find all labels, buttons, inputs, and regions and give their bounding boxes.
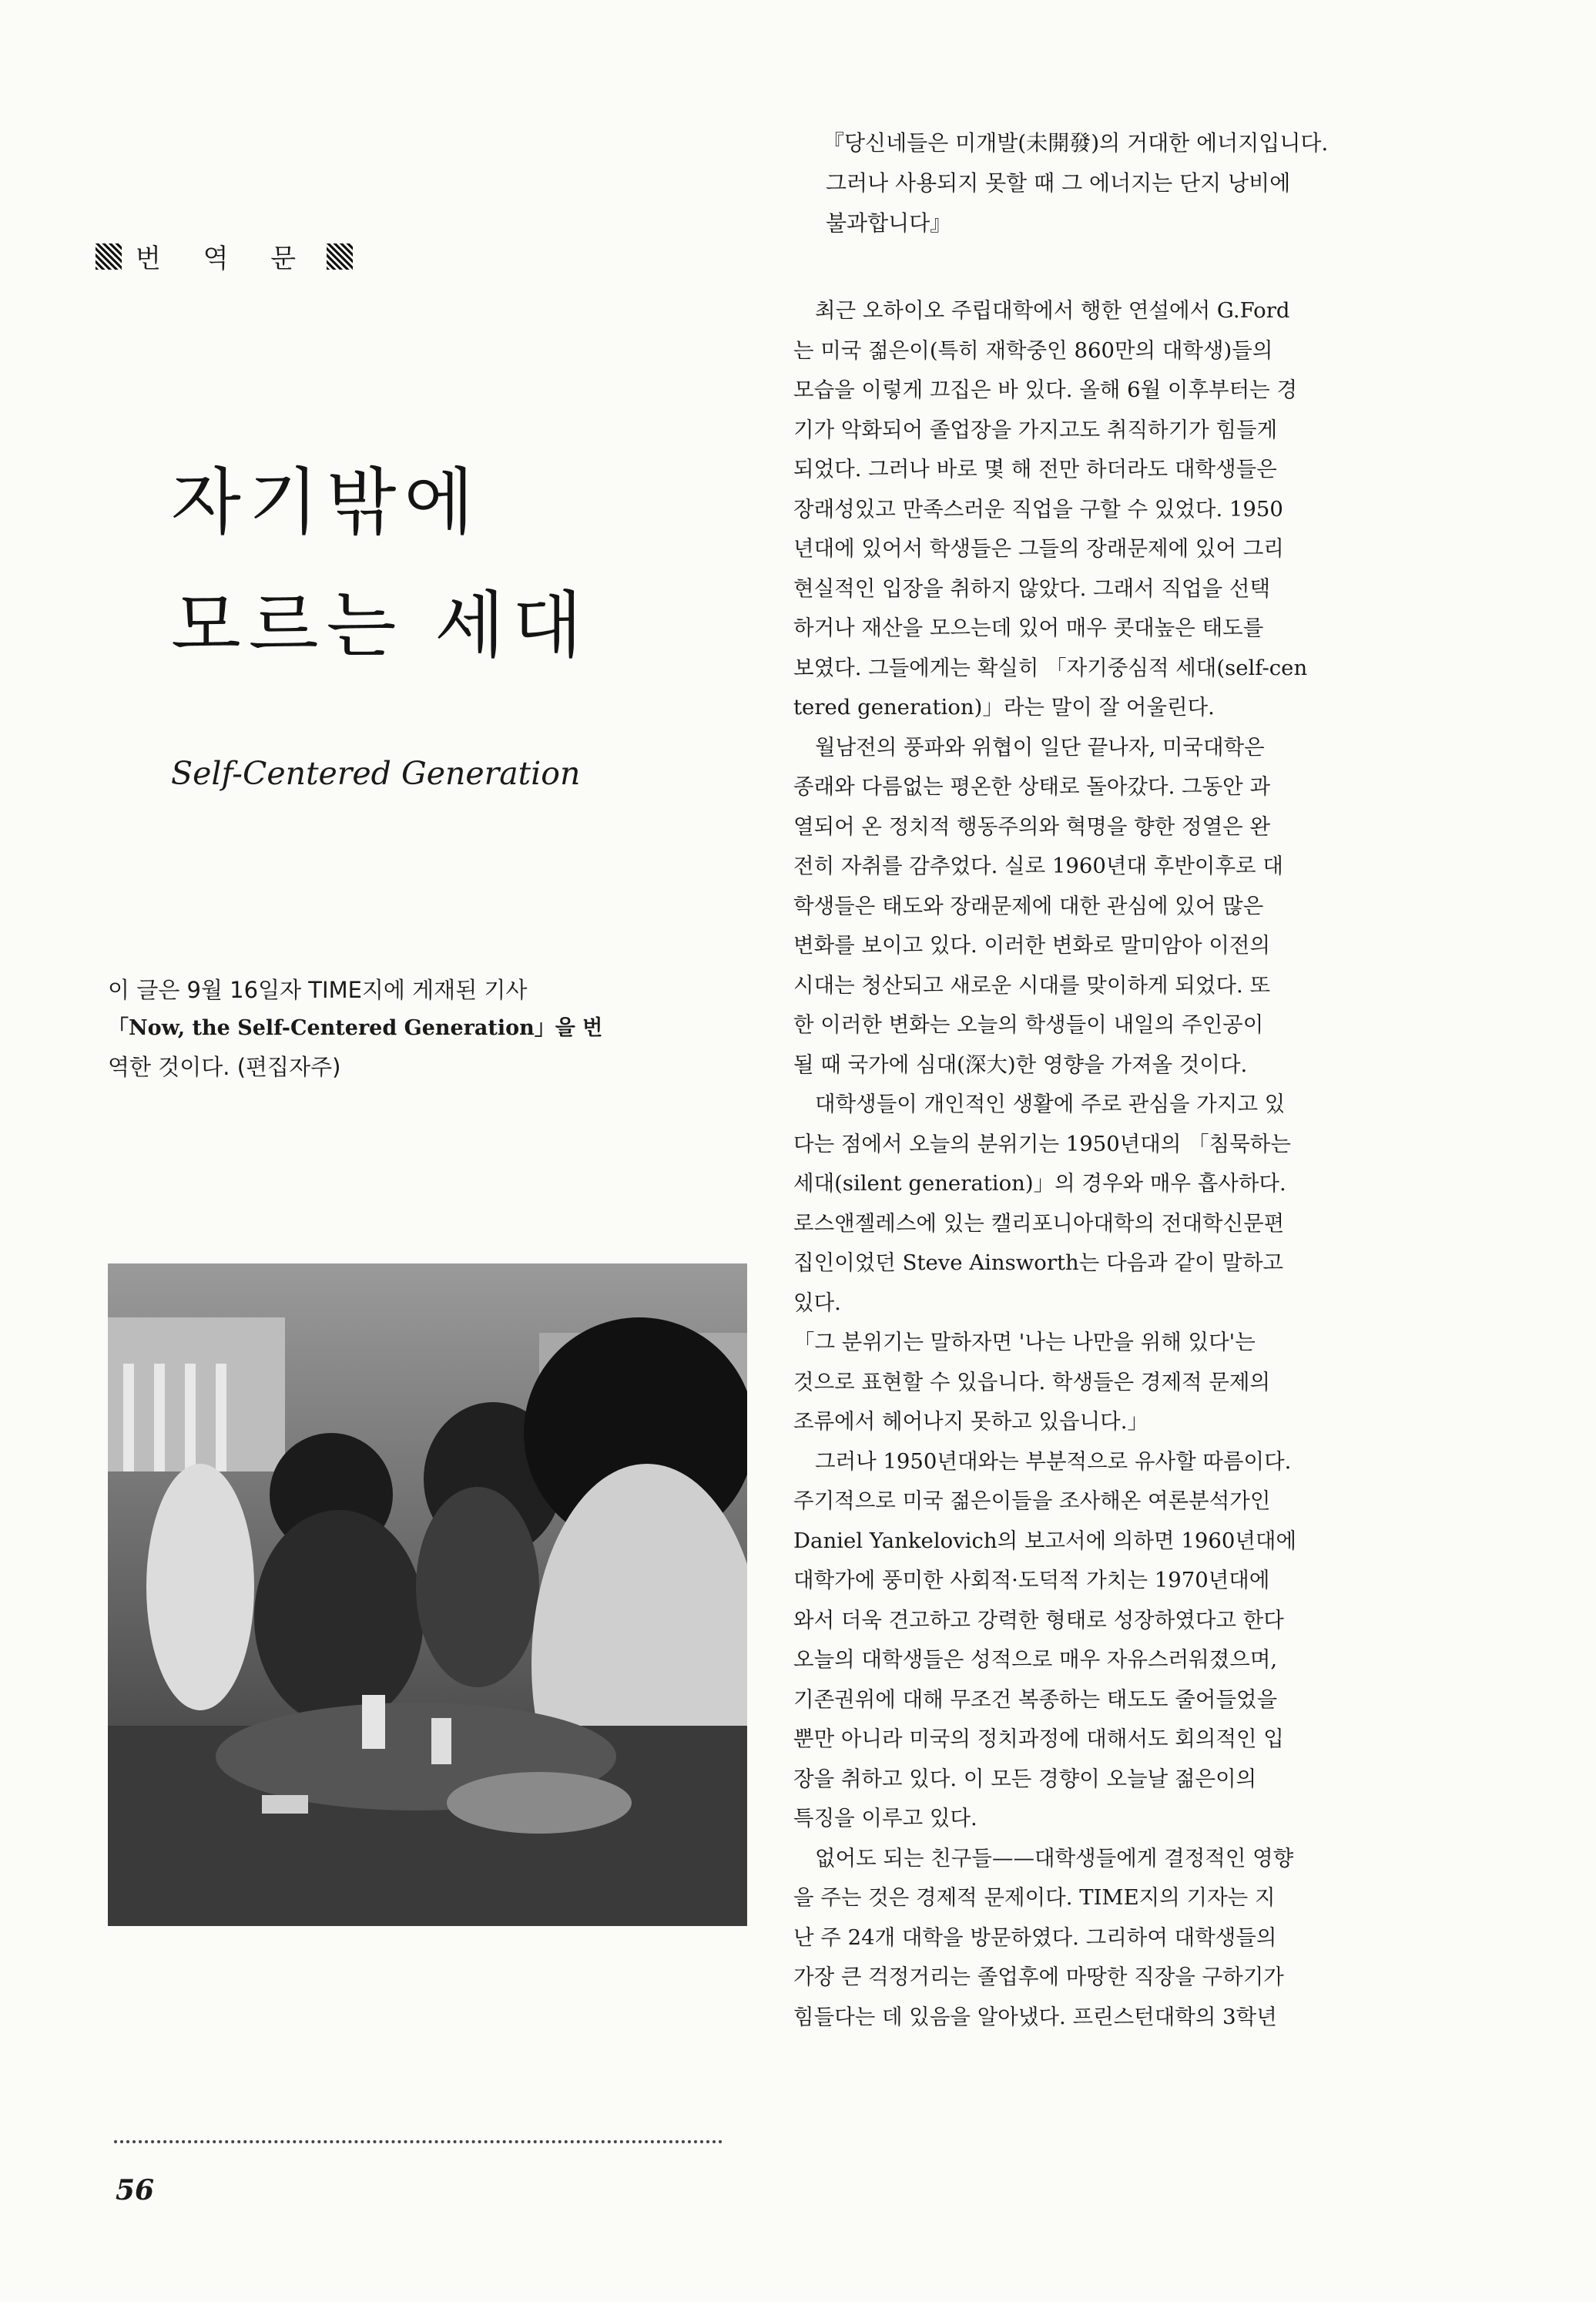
body-text-line: 될 때 국가에 심대(深大)한 영향을 가져올 것이다. (793, 1052, 1248, 1077)
body-text-line: 있다. (793, 1290, 841, 1315)
body-text-line: 대학가에 풍미한 사회적·도덕적 가치는 1970년대에 (793, 1568, 1270, 1592)
body-text-line: 장을 취하고 있다. 이 모든 경향이 오늘날 젊은이의 (793, 1766, 1257, 1791)
hatch-mark-left (96, 243, 122, 270)
body-text-line: 보였다. 그들에게는 확실히 「자기중심적 세대(self-cen (793, 655, 1308, 680)
article-title-line-2: 모르는 세대 (171, 584, 590, 668)
editor-note-line: 이 글은 9월 16일자 TIME지에 게재된 기사 (108, 977, 528, 1003)
body-text-line: 한 이러한 변화는 오늘의 학생들이 내일의 주인공이 (793, 1012, 1264, 1037)
body-text-line: 종래와 다름없는 평온한 상태로 돌아갔다. 그동안 과 (793, 774, 1271, 799)
body-text-line: 는 미국 젊은이(특히 재학중인 860만의 대학생)들의 (793, 337, 1273, 363)
body-text-line: 되었다. 그러나 바로 몇 해 전만 하더라도 대학생들은 (793, 457, 1277, 482)
quote-line: 불과합니다』 (826, 210, 952, 236)
page-number: 56 (116, 2174, 155, 2206)
body-text-line: 현실적인 입장을 취하지 않았다. 그래서 직업을 선택 (793, 576, 1271, 601)
body-text-line: 다는 점에서 오늘의 분위기는 1950년대의 「침묵하는 (793, 1131, 1291, 1156)
body-text-line: 시대는 청산되고 새로운 시대를 맞이하게 되었다. 또 (793, 972, 1271, 998)
body-text-line: 조류에서 헤어나지 못하고 있읍니다.」 (793, 1409, 1148, 1434)
editor-note-line: 역한 것이다. (편집자주) (108, 1054, 341, 1080)
body-text-line: 기존권위에 대해 무조건 복종하는 태도도 줄어들었을 (793, 1686, 1278, 1712)
pull-quote (823, 123, 1470, 243)
students-photo (108, 1263, 747, 1926)
body-text-line: 최근 오하이오 주립대학에서 행한 연설에서 G.Ford (815, 298, 1290, 323)
editor-note (108, 971, 716, 1086)
body-text-line: 대학생들이 개인적인 생활에 주로 관심을 가지고 있 (815, 1092, 1286, 1116)
editor-note-line: 「Now, the Self-Centered Generation」을 번 (108, 1016, 603, 1040)
body-text-line: 와서 더욱 견고하고 강력한 형태로 성장하였다고 한다 (793, 1607, 1284, 1633)
body-text-line: 것으로 표현할 수 있읍니다. 학생들은 경제적 문제의 (793, 1369, 1271, 1394)
hatch-mark-right (327, 243, 353, 270)
body-text-line: 전히 자취를 감추었다. 실로 1960년대 후반이후로 대 (793, 854, 1283, 878)
body-text-line: 뿐만 아니라 미국의 정치과정에 대해서도 회의적인 입 (793, 1726, 1284, 1751)
body-text-line: 힘들다는 데 있음을 알아냈다. 프린스턴대학의 3학년 (793, 2004, 1277, 2029)
body-text-line: tered generation)」라는 말이 잘 어울린다. (793, 695, 1215, 720)
body-text-line: Daniel Yankelovich의 보고서에 의하면 1960년대에 (793, 1528, 1297, 1553)
quote-line: 『당신네들은 미개발(未開發)의 거대한 에너지입니다. (823, 130, 1329, 156)
body-text-line: 없어도 되는 친구들——대학생들에게 결정적인 영향 (815, 1845, 1294, 1871)
body-text-line: 「그 분위기는 말하자면 '나는 나만을 위해 있다'는 (793, 1330, 1256, 1354)
body-text-line: 기가 악화되어 졸업장을 가지고도 취직하기가 힘들게 (793, 417, 1278, 442)
body-text-line: 집인이었던 Steve Ainsworth는 다음과 같이 말하고 (793, 1250, 1284, 1275)
body-text-line: 열되어 온 정치적 행동주의와 혁명을 향한 정열은 완 (793, 814, 1271, 839)
section-label-text: 번 역 문 (136, 243, 314, 274)
body-text-line: 변화를 보이고 있다. 이러한 변화로 말미암아 이전의 (793, 933, 1271, 958)
section-label (96, 237, 353, 275)
body-text-line: 오늘의 대학생들은 성적으로 매우 자유스러워졌으며, (793, 1647, 1278, 1672)
dotted-rule (114, 2140, 723, 2143)
students-photo-graphic (108, 1263, 747, 1926)
body-text-line: 가장 큰 걱정거리는 졸업후에 마땅한 직장을 구하기가 (793, 1965, 1284, 1989)
body-text-line: 세대(silent generation)」의 경우와 매우 흡사하다. (793, 1171, 1286, 1196)
body-text-line: 그러나 1950년대와는 부분적으로 유사할 따름이다. (815, 1448, 1292, 1474)
body-text-line: 월남전의 풍파와 위협이 일단 끝나자, 미국대학은 (815, 734, 1265, 760)
article-subtitle: Self-Centered Generation (171, 755, 581, 792)
body-text-line: 을 주는 것은 경제적 문제이다. TIME지의 기자는 지 (793, 1885, 1276, 1910)
body-text-line: 주기적으로 미국 젊은이들을 조사해온 여론분석가인 (793, 1488, 1271, 1513)
body-text-line: 하거나 재산을 모으는데 있어 매우 콧대높은 태도를 (793, 616, 1264, 640)
body-text-line: 특징을 이루고 있다. (793, 1806, 977, 1831)
body-text-line: 학생들은 태도와 장래문제에 대한 관심에 있어 많은 (793, 893, 1264, 918)
body-text-line: 난 주 24개 대학을 방문하였다. 그리하여 대학생들의 (793, 1924, 1277, 1950)
body-text-line: 모습을 이렇게 끄집은 바 있다. 올해 6월 이후부터는 경 (793, 378, 1298, 402)
body-text-line: 로스앤젤레스에 있는 캘리포니아대학의 전대학신문편 (793, 1210, 1285, 1236)
article-title-line-1: 자기밖에 (171, 461, 482, 545)
quote-line: 그러나 사용되지 못할 때 그 에너지는 단지 낭비에 (826, 170, 1291, 196)
article-body (793, 291, 1464, 2037)
body-text-line: 장래성있고 만족스러운 직업을 구할 수 있었다. 1950 (793, 496, 1283, 522)
body-text-line: 년대에 있어서 학생들은 그들의 장래문제에 있어 그리 (793, 536, 1284, 561)
